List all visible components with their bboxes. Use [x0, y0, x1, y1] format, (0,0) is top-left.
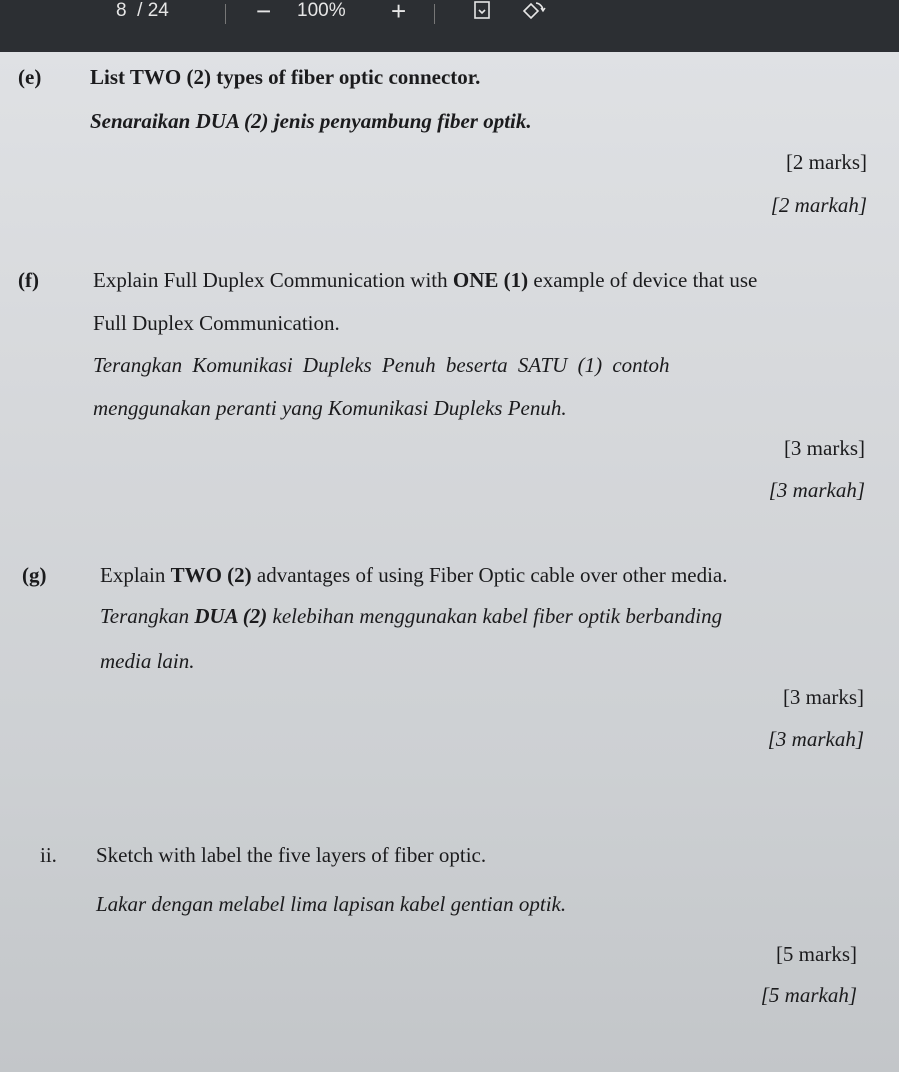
- page-indicator[interactable]: [116, 0, 169, 22]
- question-f-label: (f): [18, 268, 39, 292]
- question-e-marks-en: [2 marks]: [785, 150, 867, 174]
- question-g-ii-text-en: Sketch with label the five layers of fiber optic.: [96, 843, 487, 867]
- question-g-ii-marks-ms: [5 markah]: [760, 983, 857, 1007]
- question-f-marks-en: [3 marks]: [783, 436, 865, 460]
- question-e-marks-ms: [2 markah]: [770, 193, 867, 217]
- document-page: [0, 52, 899, 1072]
- question-g-ii-marks-en: [5 marks]: [775, 942, 857, 966]
- question-g-ii-text-ms: Lakar dengan melabel lima lapisan kabel gentian optik.: [96, 892, 567, 916]
- zoom-out-button[interactable]: −: [256, 0, 272, 26]
- question-g-marks-en: [3 marks]: [782, 685, 864, 709]
- question-f-text-ms-1: Terangkan Komunikasi Dupleks Penuh beserta SATU (1) contoh: [93, 353, 670, 377]
- fit-page-icon[interactable]: [474, 1, 490, 19]
- question-e-text-ms: Senaraikan DUA (2) jenis penyambung fiber optik.: [90, 109, 532, 133]
- question-g-marks-ms: [3 markah]: [767, 727, 864, 751]
- question-g-text-ms-1: Terangkan DUA (2) kelebihan menggunakan kabel fiber optik berbanding: [100, 604, 723, 628]
- toolbar-divider: [434, 4, 435, 24]
- question-g-text-ms-2: media lain.: [100, 649, 195, 673]
- page-total: / 24: [137, 0, 169, 21]
- toolbar-divider: [225, 4, 226, 24]
- current-page[interactable]: 8: [116, 0, 127, 21]
- question-g-label: (g): [22, 563, 47, 587]
- question-f-marks-ms: [3 markah]: [768, 478, 865, 502]
- zoom-level[interactable]: 100%: [297, 0, 346, 21]
- question-f-text-en-2: Full Duplex Communication.: [93, 311, 340, 335]
- pdf-toolbar: [0, 0, 899, 52]
- question-g-ii-label: ii.: [40, 843, 57, 867]
- zoom-in-button[interactable]: +: [391, 0, 407, 26]
- question-e-text-en: List TWO (2) types of fiber optic connector.: [90, 65, 481, 89]
- rotate-icon[interactable]: [520, 0, 546, 22]
- question-f-text-en-1: Explain Full Duplex Communication with ONE (1) example of device that use: [93, 268, 758, 292]
- question-f-text-ms-2: menggunakan peranti yang Komunikasi Dupleks Penuh.: [93, 396, 567, 420]
- question-e-label: (e): [18, 65, 42, 89]
- question-g-text-en: Explain TWO (2) advantages of using Fiber Optic cable over other media.: [100, 563, 728, 587]
